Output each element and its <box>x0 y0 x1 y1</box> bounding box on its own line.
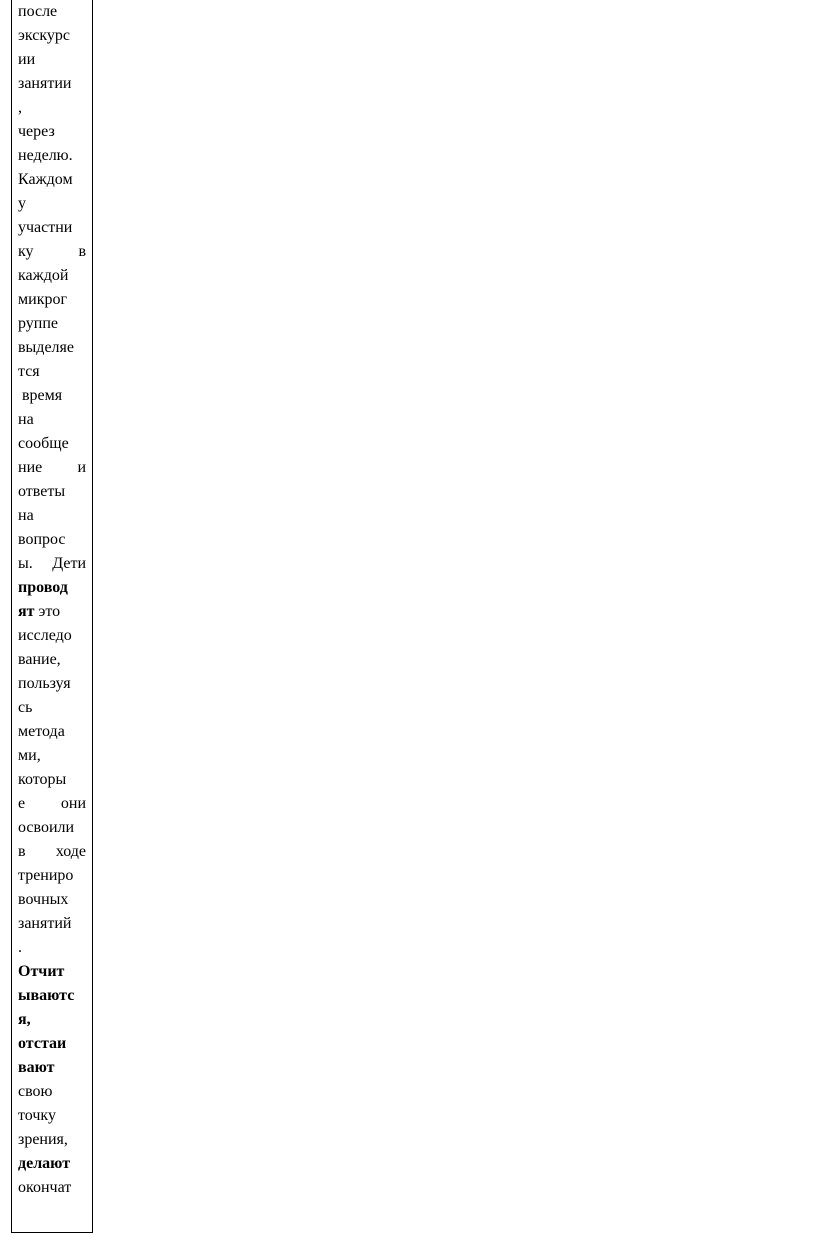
word: в <box>78 243 86 260</box>
text-line: сообще <box>18 435 69 452</box>
text-line: которы <box>18 771 67 788</box>
text-line: сь <box>18 699 33 716</box>
bold-fragment: ят <box>18 603 35 620</box>
word: е <box>18 795 26 812</box>
text-line: освоили <box>18 819 75 836</box>
text-line <box>18 456 86 480</box>
text-line: свою <box>18 1083 53 1100</box>
text-line: участни <box>18 219 73 236</box>
text-line: пользуя <box>18 675 71 692</box>
text-line: занятии <box>18 75 72 92</box>
word: ы. <box>18 555 33 572</box>
text-line <box>18 792 86 816</box>
word: ку <box>18 243 34 260</box>
text-line-bold: провод <box>18 579 68 596</box>
text-line <box>18 600 86 624</box>
text-line <box>18 240 86 264</box>
text-line <box>18 552 86 576</box>
text-line <box>18 840 86 864</box>
word: ходе <box>55 843 86 860</box>
text-line: занятий <box>18 915 72 932</box>
text-line: руппе <box>18 315 59 332</box>
text-line-bold: я, <box>18 1011 31 1028</box>
text-line: тся <box>18 363 40 380</box>
text-line: исследо <box>18 627 72 644</box>
text-line: вание, <box>18 651 61 668</box>
text-line: ответы <box>18 483 66 500</box>
text-line: каждой <box>18 267 69 284</box>
text-line: . <box>18 939 22 956</box>
text-line-bold: ываютс <box>18 987 75 1004</box>
text-line: выделяе <box>18 339 74 356</box>
text-line: у <box>18 195 26 212</box>
word: и <box>77 459 86 476</box>
text-line: ми, <box>18 747 41 764</box>
text-line-bold: вают <box>18 1059 55 1076</box>
text-line-bold: делают <box>18 1155 71 1172</box>
text-line: экскурс <box>18 27 70 44</box>
text-line: метода <box>18 723 65 740</box>
text-line: на <box>18 411 34 428</box>
text-line: вочных <box>18 891 69 908</box>
text-line: микрог <box>18 291 68 308</box>
text-line: трениро <box>18 867 74 884</box>
text-line: ии <box>18 51 36 68</box>
text-line: Каждом <box>18 171 73 188</box>
word: они <box>60 795 86 812</box>
text-line: точку <box>18 1107 56 1124</box>
text-line: окончат <box>18 1179 72 1196</box>
text-line-bold: Отчит <box>18 963 65 980</box>
word: в <box>18 843 26 860</box>
text-line: на <box>18 507 34 524</box>
text-line: неделю. <box>18 147 73 164</box>
text-line: зрения, <box>18 1131 68 1148</box>
text-line: через <box>18 123 55 140</box>
text-line-bold: отстаи <box>18 1035 67 1052</box>
text-line: , <box>18 99 22 116</box>
word: Дети <box>52 555 86 572</box>
word: это <box>34 603 61 620</box>
text-line: вопрос <box>18 531 66 548</box>
text-line: время <box>18 387 63 404</box>
word: ние <box>18 459 43 476</box>
text-line: после <box>18 3 58 20</box>
